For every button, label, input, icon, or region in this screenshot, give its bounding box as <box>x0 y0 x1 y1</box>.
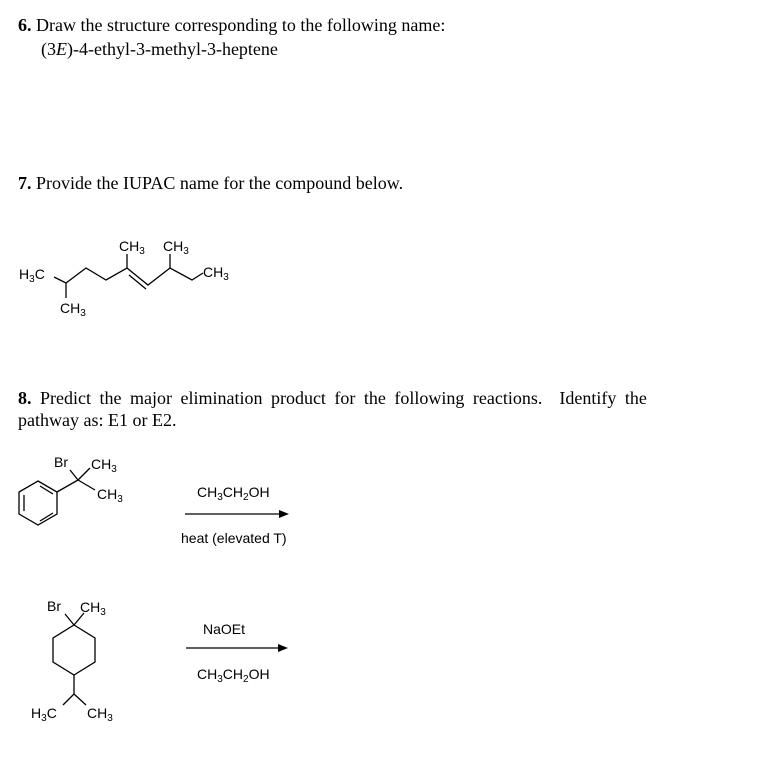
q7-top-methyl-1-label: $CH_3$ <box>119 238 145 257</box>
benzene-inner-bond-3 <box>40 486 53 494</box>
ring-to-carbon-bond <box>57 480 78 492</box>
q7-main-chain <box>54 268 203 285</box>
r1-ch3-label-b: $CH_3$ <box>97 486 123 505</box>
carbon-ch3-bond-a <box>78 468 90 480</box>
r1-arrow-head <box>279 510 289 518</box>
question-6-text: Draw the structure corresponding to the following name: <box>36 15 446 35</box>
r1-br-label: Br <box>54 454 68 470</box>
cyclohexane-ring <box>53 625 95 675</box>
benzene-ring <box>19 481 57 525</box>
carbon-ch3-bond-b <box>78 480 95 490</box>
r1-ch3-label-a: $CH_3$ <box>91 456 117 475</box>
question-7-number: 7. <box>18 173 32 193</box>
carbon-br-bond <box>70 470 78 480</box>
r2-solvent: $CH_3CH_2OH$ <box>197 666 270 685</box>
reaction-2-structure <box>31 598 113 724</box>
reaction-1-structure <box>19 454 123 525</box>
r2-isopropyl-left <box>63 694 74 705</box>
question-6-number: 6. <box>18 15 32 35</box>
r2-bottom-right-label: $CH_3$ <box>87 705 113 724</box>
q7-branch-methyl-label: $CH_3$ <box>60 300 86 319</box>
r2-arrow-head <box>278 644 288 652</box>
compound-name-suffix: )-4-ethyl-3-methyl-3-heptene <box>67 39 278 59</box>
r1-condition: heat (elevated T) <box>181 530 287 546</box>
reaction-2-conditions <box>186 621 288 685</box>
compound-name-stereo: E <box>56 39 67 59</box>
compound-name-prefix: (3 <box>41 39 56 59</box>
question-7-text: Provide the IUPAC name for the compound below. <box>36 173 404 193</box>
r2-ch3-label: $CH_3$ <box>80 599 106 618</box>
q7-top-methyl-2-label: $CH_3$ <box>163 238 189 257</box>
q7-right-methyl-label: $CH_3$ <box>203 264 229 283</box>
q7-structure <box>19 238 229 319</box>
r1-reagent: $CH_3CH_2OH$ <box>197 484 270 503</box>
q7-left-methyl-label: $H_3C$ <box>19 266 45 285</box>
r2-bottom-left-label: $H_3C$ <box>31 705 57 724</box>
question-8-line1: Predict the major elimination product for the following reactions. Identify the <box>40 388 647 408</box>
r2-isopropyl-right <box>74 694 86 705</box>
r2-reagent: NaOEt <box>203 621 246 637</box>
r2-br-label: Br <box>47 598 61 614</box>
reaction-1-conditions <box>181 484 289 546</box>
r2-br-bond <box>65 614 74 625</box>
question-8-number: 8. <box>18 388 32 408</box>
question-8-line2: pathway as: E1 or E2. <box>18 410 177 430</box>
